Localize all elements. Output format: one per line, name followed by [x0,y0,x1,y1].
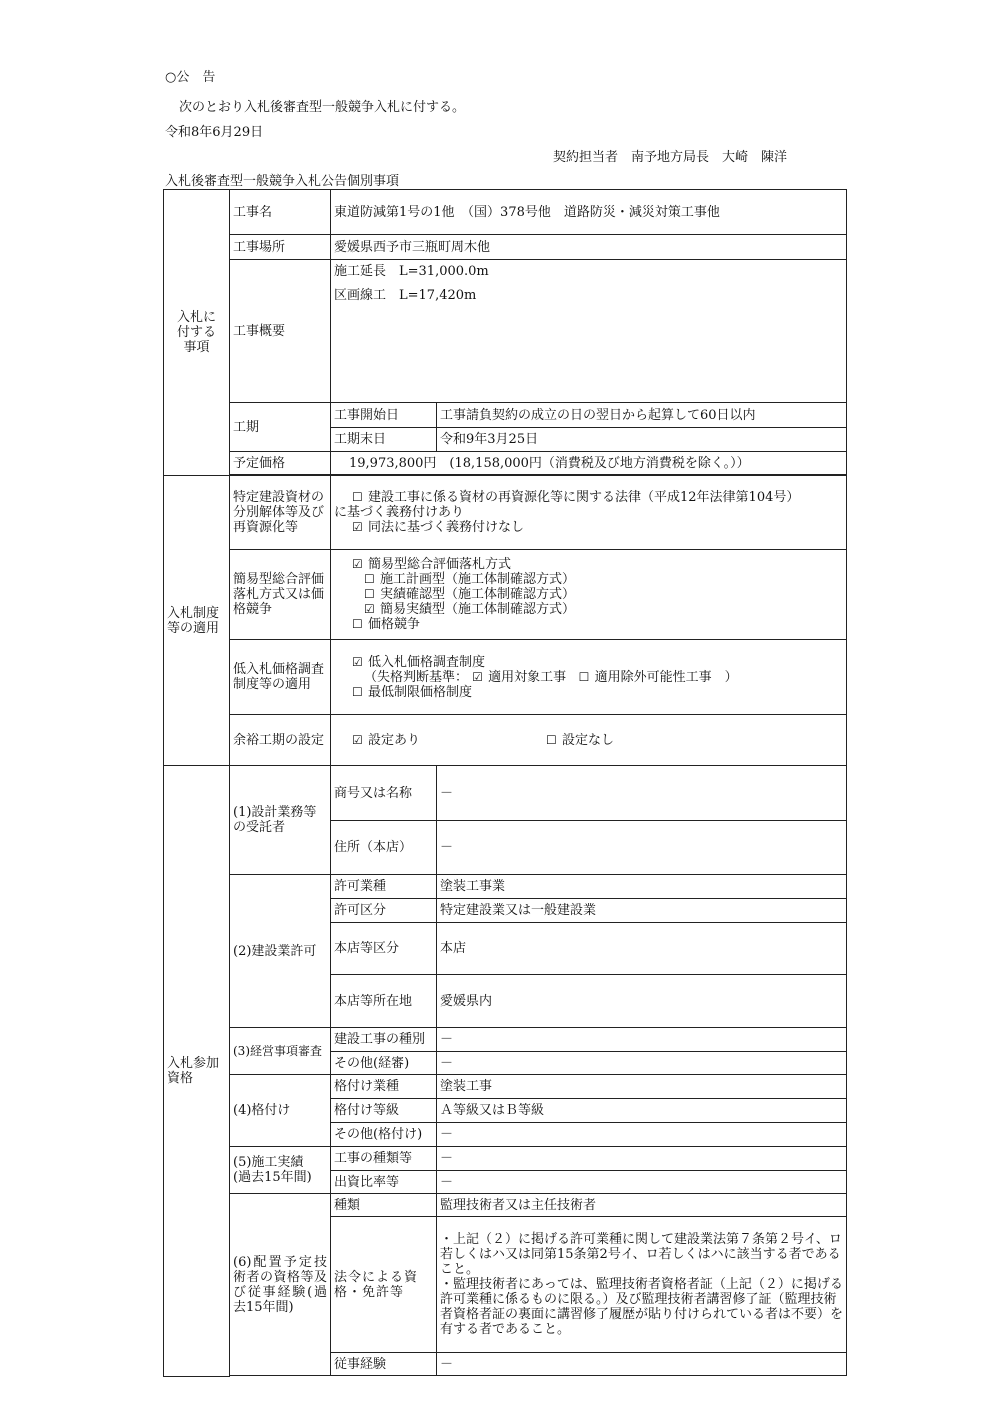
rank-other: － [437,1123,847,1147]
engineer-type: 監理技術者又は主任技術者 [437,1194,847,1217]
license-label: (2)建設業許可 [230,875,331,1028]
section-bid-items-label: 入札に 付する 事項 [164,190,230,476]
work-overview-label: 工事概要 [230,260,331,403]
checkbox-icon: ☐ [352,490,363,504]
design-address-label: 住所（本店） [331,821,437,875]
rank-type-label: 格付け業種 [331,1075,437,1099]
office-location-label: 本店等所在地 [331,975,437,1028]
rank-other-label: その他(格付け) [331,1123,437,1147]
table-title: 入札後審査型一般競争入札公告個別事項 [165,174,400,189]
checkbox-icon: ☐ [546,732,557,747]
rank-type: 塗装工事 [437,1075,847,1099]
checkbox-icon: ☑ [472,669,483,684]
audit-label: (3)経営事項審査 [230,1028,331,1075]
audit-kind: － [437,1028,847,1052]
work-name: 東道防減第1号の1他 （国）378号他 道路防災・減災対策工事他 [331,190,847,235]
overview-line-1: 施工延長 L=31,000.0m [334,264,489,279]
low-option-2: 最低制限価格制度 [368,684,473,700]
office-type-label: 本店等区分 [331,923,437,975]
design-contractor-label: (1)設計業務等の受託者 [230,766,331,875]
audit-other: － [437,1052,847,1075]
low-bid-label: 低入札価格調査制度等の適用 [230,640,331,715]
recycle-option-2: 同法に基づく義務付けなし [368,520,525,535]
license-class-label: 許可区分 [331,899,437,923]
record-kind: － [437,1147,847,1171]
record-ratio-label: 出資比率等 [331,1171,437,1194]
recycle-options [331,476,847,550]
record-label: (5)施工実績 (過去15年間) [230,1147,331,1194]
end-date-label: 工期末日 [331,428,437,452]
low-option-1: 低入札価格調査制度 [368,654,486,670]
slack-option-2: 設定なし [562,732,615,748]
start-date-label: 工事開始日 [331,403,437,428]
audit-other-label: その他(経審) [331,1052,437,1075]
checkbox-icon: ☑ [352,520,363,534]
eval-option-3: 実績確認型（施工体制確認方式） [380,587,576,602]
section-system-label: 入札制度 等の適用 [164,476,230,766]
design-name-label: 商号又は名称 [331,766,437,821]
eval-option-2: 施工計画型（施工体制確認方式） [380,572,576,587]
engineer-experience: － [437,1353,847,1376]
eval-option-4: 簡易実績型（施工体制確認方式） [380,602,576,617]
planned-price-label: 予定価格 [230,452,331,475]
contract-officer: 契約担当者 南予地方局長 大崎 陳洋 [553,150,788,165]
checkbox-icon: ☐ [364,587,375,601]
notice-date: 令和8年6月29日 [165,125,264,140]
low-sub-option-2: 適用除外可能性工事 ） [594,669,738,685]
rank-grade-label: 格付け等級 [331,1099,437,1123]
engineer-qualification-1: ・上記（２）に掲げる許可業種に関して建設業法第７条第２号イ、ロ若しくはハ又は同第15条第2号イ、ロ若しくはハに該当する者であること。 [440,1232,842,1277]
eval-option-5: 価格競争 [368,617,421,632]
low-sub-prefix: （失格判断基準： [364,669,469,685]
work-period-label: 工期 [230,403,331,452]
engineer-type-label: 種類 [331,1194,437,1217]
planned-price: 19,973,800円 (18,158,000円（消費税及び地方消費税を除く。）） [331,452,847,475]
work-place: 愛媛県西予市三瓶町周木他 [331,235,847,260]
work-overview [331,260,847,403]
slack-period-label: 余裕工期の設定 [230,715,331,766]
low-sub-option-1: 適用対象工事 [488,669,567,685]
work-place-label: 工事場所 [230,235,331,260]
engineer-qualification [437,1217,847,1353]
engineer-qualification-label: 法令による資格・免許等 [331,1217,437,1353]
rank-label: (4)格付け [230,1075,331,1147]
overview-line-2: 区画線工 L=17,420m [334,288,477,303]
section-qualification-label: 入札参加 資格 [164,766,230,1377]
checkbox-icon: ☐ [364,572,375,586]
checkbox-icon: ☑ [352,557,363,571]
recycle-label: 特定建設資材の分別解体等及び再資源化等 [230,476,331,550]
design-address: － [437,821,847,875]
engineer-qualification-2: ・監理技術者にあっては、監理技術者資格者証（上記（２）に掲げる許可業種に係るものに限る。）及び監理技術者講習修了証（監理技術者資格者証の裏面に講習修了履歴が貼り付けられている者は不要）を有する者であること。 [440,1277,844,1337]
checkbox-icon: ☑ [352,654,363,669]
license-type-label: 許可業種 [331,875,437,899]
engineer-label: (6)配置予定技術者の資格等及び従事経験(過去15年間) [230,1194,331,1376]
notice-intro: 次のとおり入札後審査型一般競争入札に付する。 [179,100,466,115]
recycle-option-1-cont: に基づく義務付けあり [334,505,465,520]
slack-option-1: 設定あり [368,732,421,748]
evaluation-options [331,550,847,640]
design-name: － [437,766,847,821]
low-bid-options [331,640,847,715]
checkbox-icon: ☑ [364,602,375,616]
rank-grade: Ａ等級又はＢ等級 [437,1099,847,1123]
slack-period-options [331,715,847,766]
audit-kind-label: 建設工事の種別 [331,1028,437,1052]
evaluation-label: 簡易型総合評価落札方式又は価格競争 [230,550,331,640]
record-kind-label: 工事の種類等 [331,1147,437,1171]
license-type: 塗装工事業 [437,875,847,899]
recycle-option-1: 建設工事に係る資材の再資源化等に関する法律（平成12年法律第104号） [368,490,800,505]
start-date: 工事請負契約の成立の日の翌日から起算して60日以内 [437,403,847,428]
checkbox-icon: ☐ [352,617,363,631]
end-date: 令和9年3月25日 [437,428,847,452]
engineer-experience-label: 従事経験 [331,1353,437,1376]
license-class: 特定建設業又は一般建設業 [437,899,847,923]
bid-detail-table [163,189,847,1377]
work-name-label: 工事名 [230,190,331,235]
checkbox-icon: ☐ [578,669,590,684]
office-location: 愛媛県内 [437,975,847,1028]
checkbox-icon: ☐ [352,684,363,699]
record-ratio: － [437,1171,847,1194]
office-type: 本店 [437,923,847,975]
notice-title: ○公 告 [165,70,216,85]
checkbox-icon: ☑ [352,732,363,747]
eval-option-1: 簡易型総合評価落札方式 [368,557,512,572]
